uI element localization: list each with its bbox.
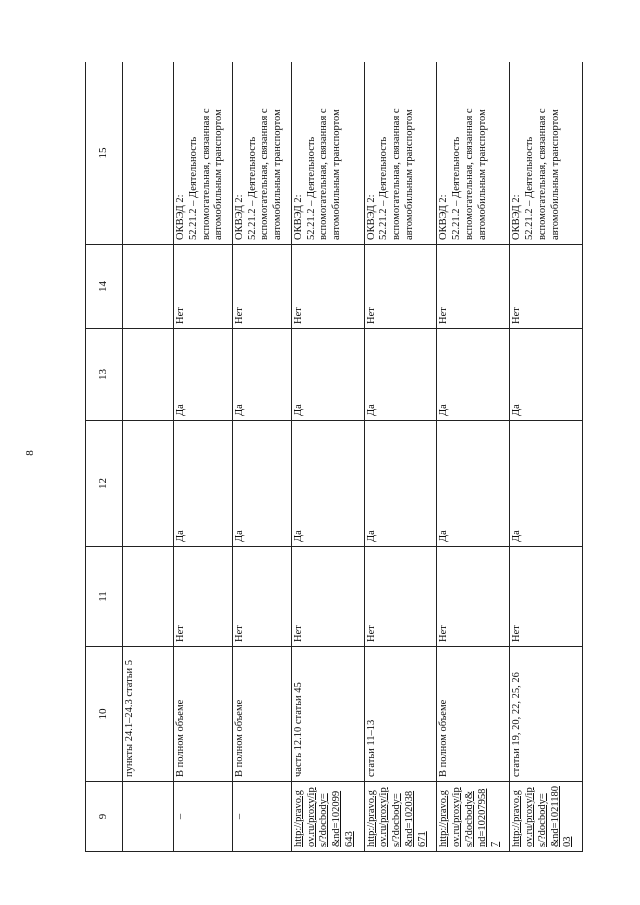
cell-col9-link xyxy=(291,782,364,852)
cell-col11: Нет xyxy=(510,547,583,647)
cell-col13: Да xyxy=(291,329,364,421)
cell-col12: Да xyxy=(232,421,291,547)
legal-requirements-table xyxy=(85,62,583,852)
header-col-10: 10 xyxy=(86,647,123,782)
okved-label: ОКВЭД 2: xyxy=(365,194,377,240)
header-col-14: 14 xyxy=(86,245,123,329)
cell-col9-link xyxy=(364,782,437,852)
cell-col11: Нет xyxy=(232,547,291,647)
okved-description: 52.21.2 – Деятельность вспомогательная, связанная с автомобильным транспортом xyxy=(378,108,415,240)
table-row xyxy=(364,62,437,852)
cell-col10: В полном объеме xyxy=(437,647,510,782)
okved-label: ОКВЭД 2: xyxy=(438,194,450,240)
cell-col9: – xyxy=(232,782,291,852)
table-row xyxy=(510,62,583,852)
cell-col11: Нет xyxy=(174,547,233,647)
cell-col12: Да xyxy=(364,421,437,547)
cell-col14: Нет xyxy=(364,245,437,329)
cell-col10: статьи 19, 20, 22, 25, 26 xyxy=(510,647,583,782)
cell-col15 xyxy=(510,62,583,245)
pravo-link[interactable]: http://pravo.gov.ru/proxy/ips/?docbody&nd=102079587 xyxy=(438,787,501,847)
cell-col9-link xyxy=(437,782,510,852)
cell-col14: Нет xyxy=(174,245,233,329)
cell-col9 xyxy=(123,782,174,852)
rotated-table-container xyxy=(85,62,583,852)
cell-col12: Да xyxy=(437,421,510,547)
cell-col13: Да xyxy=(510,329,583,421)
okved-description: 52.21.2 – Деятельность вспомогательная, связанная с автомобильным транспортом xyxy=(187,108,225,240)
okved-description: 52.21.2 – Деятельность вспомогательная, связанная с автомобильным транспортом xyxy=(523,108,561,240)
cell-col15 xyxy=(437,62,510,245)
header-col-12: 12 xyxy=(86,421,123,547)
cell-col12: Да xyxy=(174,421,233,547)
cell-col13: Да xyxy=(437,329,510,421)
cell-col13: Да xyxy=(364,329,437,421)
cell-col15 xyxy=(232,62,291,245)
cell-col10: часть 12.10 статьи 45 xyxy=(291,647,364,782)
cell-col10: В полном объеме xyxy=(232,647,291,782)
okved-description: 52.21.2 – Деятельность вспомогательная, связанная с автомобильным транспортом xyxy=(451,108,488,240)
cell-col11 xyxy=(123,547,174,647)
cell-col10: статьи 11–13 xyxy=(364,647,437,782)
table-row xyxy=(437,62,510,852)
table-row xyxy=(232,62,291,852)
cell-col10: В полном объеме xyxy=(174,647,233,782)
page-number: 8 xyxy=(24,450,36,456)
cell-col15 xyxy=(364,62,437,245)
rotated-table-frame xyxy=(85,62,583,852)
okved-label: ОКВЭД 2: xyxy=(233,194,245,240)
cell-col12: Да xyxy=(510,421,583,547)
cell-col14: Нет xyxy=(510,245,583,329)
okved-label: ОКВЭД 2: xyxy=(292,194,304,240)
table-row xyxy=(174,62,233,852)
okved-label: ОКВЭД 2: xyxy=(175,194,186,240)
cell-col11: Нет xyxy=(291,547,364,647)
cell-col10: пункты 24.1–24.3 статьи 5 xyxy=(123,647,174,782)
table-body xyxy=(86,62,583,852)
cell-col12 xyxy=(123,421,174,547)
pravo-link[interactable]: http://pravo.gov.ru/proxy/ips/?docbody=&nd=102118003 xyxy=(511,786,574,847)
cell-col14: Нет xyxy=(291,245,364,329)
cell-col13 xyxy=(123,329,174,421)
cell-col15 xyxy=(174,62,233,245)
table-row xyxy=(291,62,364,852)
cell-col13: Да xyxy=(232,329,291,421)
cell-col11: Нет xyxy=(364,547,437,647)
continuation-row xyxy=(123,62,174,852)
cell-col12: Да xyxy=(291,421,364,547)
cell-col11: Нет xyxy=(437,547,510,647)
cell-col14: Нет xyxy=(232,245,291,329)
okved-label: ОКВЭД 2: xyxy=(511,194,523,240)
header-col-9: 9 xyxy=(86,782,123,852)
pravo-link[interactable]: http://pravo.gov.ru/proxy/ips/?docbody=&nd=102038671 xyxy=(365,787,428,847)
cell-col15 xyxy=(291,62,364,245)
cell-col9: – xyxy=(174,782,233,852)
header-col-11: 11 xyxy=(86,547,123,647)
cell-col15 xyxy=(123,62,174,245)
okved-description: 52.21.2 – Деятельность вспомогательная, связанная с автомобильным транспортом xyxy=(246,108,284,240)
cell-col13: Да xyxy=(174,329,233,421)
cell-col9-link xyxy=(510,782,583,852)
table-header-row xyxy=(86,62,123,852)
cell-col14: Нет xyxy=(437,245,510,329)
cell-col14 xyxy=(123,245,174,329)
okved-description: 52.21.2 – Деятельность вспомогательная, связанная с автомобильным транспортом xyxy=(305,108,343,240)
header-col-13: 13 xyxy=(86,329,123,421)
pravo-link[interactable]: http://pravo.gov.ru/proxy/ips/?docbody=&nd=102099643 xyxy=(292,787,355,847)
header-col-15: 15 xyxy=(86,62,123,245)
